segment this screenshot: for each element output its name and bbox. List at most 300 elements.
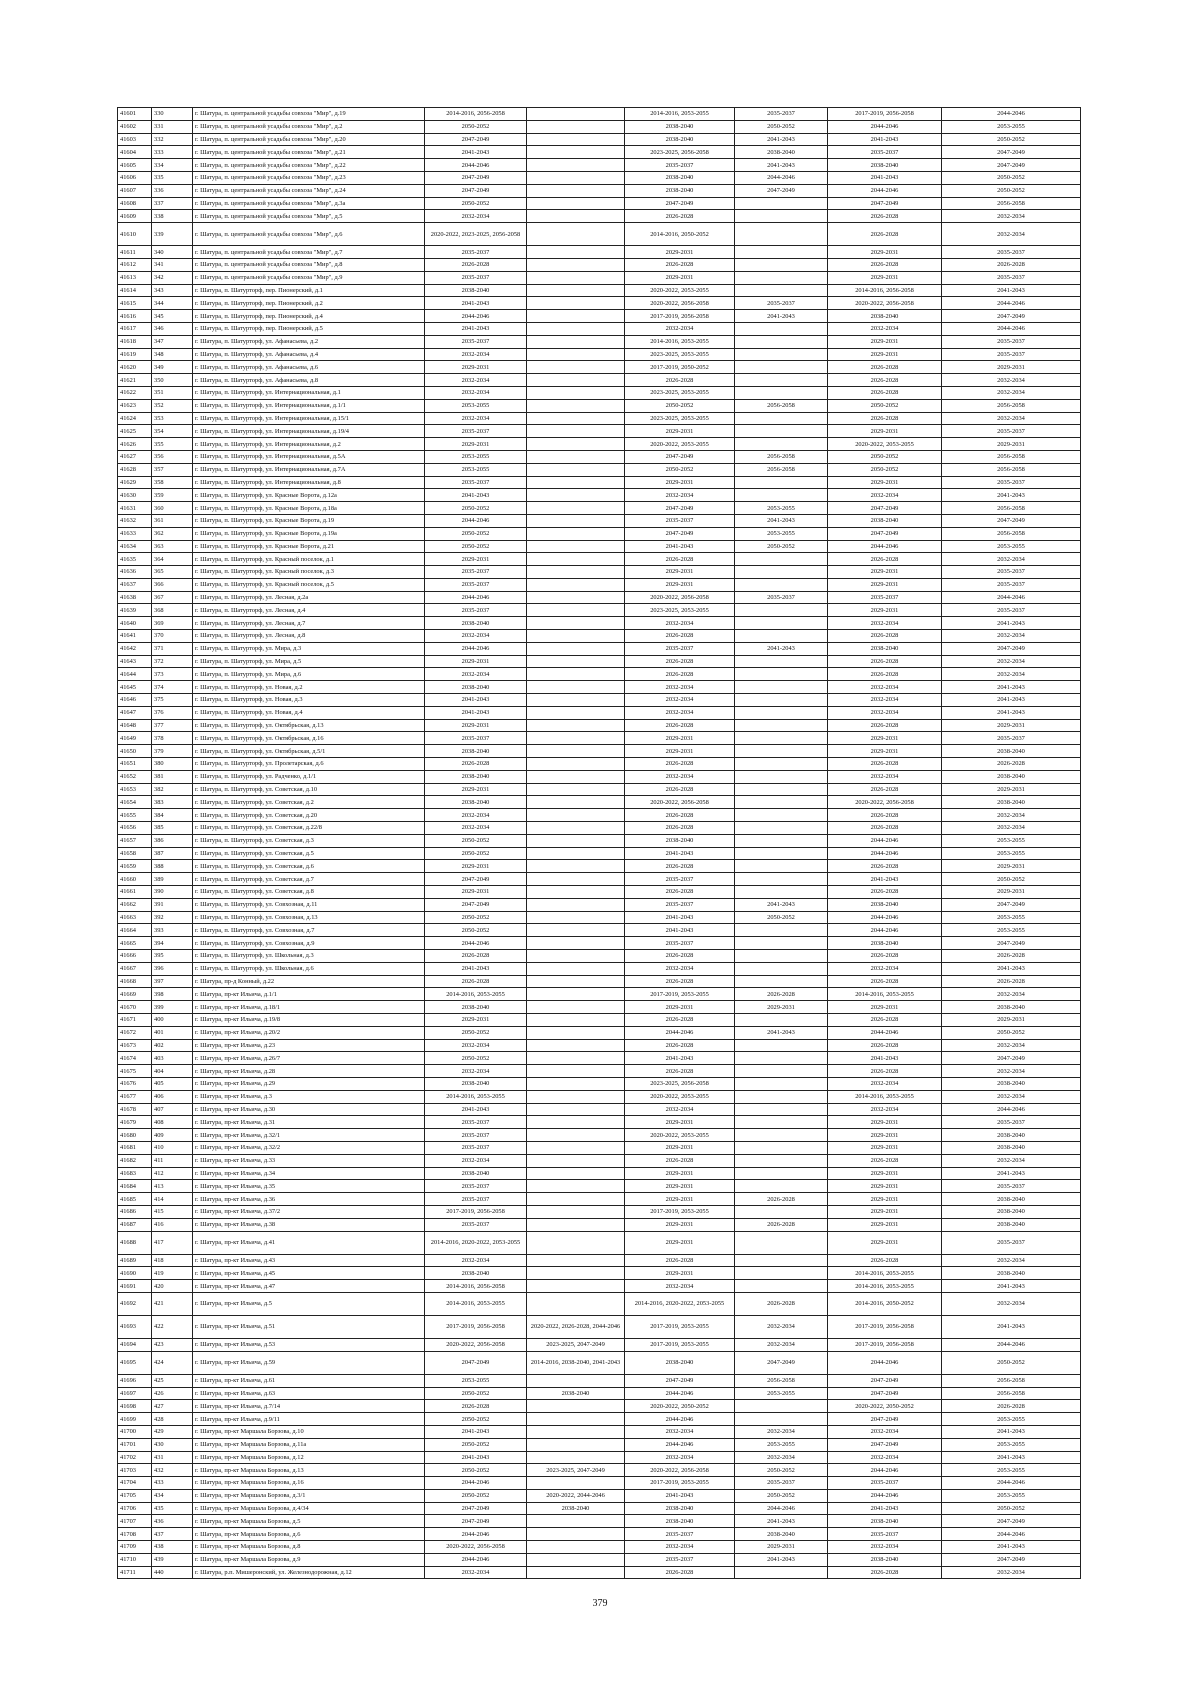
cell-p2 — [527, 796, 625, 809]
cell-p2 — [527, 514, 625, 527]
table-row — [118, 476, 1081, 489]
cell-id: 41703 — [118, 1464, 152, 1477]
cell-p5: 2029-2031 — [828, 1167, 942, 1180]
cell-p5: 2032-2034 — [828, 681, 942, 694]
cell-p1: 2017-2019, 2056-2058 — [425, 1315, 527, 1338]
cell-address: г. Шатура, п. Шатурторф, ул. Красные Ворота, д.21 — [193, 540, 425, 553]
cell-p1: 2035-2037 — [425, 476, 527, 489]
cell-id: 41614 — [118, 284, 152, 297]
cell-p2 — [527, 591, 625, 604]
cell-id: 41627 — [118, 450, 152, 463]
table-row — [118, 822, 1081, 835]
cell-p1: 2032-2034 — [425, 668, 527, 681]
cell-p1: 2038-2040 — [425, 745, 527, 758]
cell-p4 — [735, 1205, 828, 1218]
cell-no: 434 — [152, 1489, 193, 1502]
cell-address: г. Шатура, пр-кт Маршала Борзова, д.4/34 — [193, 1502, 425, 1515]
table-row — [118, 1400, 1081, 1413]
cell-id: 41643 — [118, 655, 152, 668]
cell-p3: 2020-2022, 2056-2058 — [625, 796, 735, 809]
cell-id: 41680 — [118, 1129, 152, 1142]
cell-id: 41670 — [118, 1001, 152, 1014]
cell-p1: 2050-2052 — [425, 197, 527, 210]
cell-address: г. Шатура, п. Шатурторф, ул. Совхозная, д.7 — [193, 924, 425, 937]
cell-address: г. Шатура, п. Шатурторф, ул. Советская, д.22/8 — [193, 822, 425, 835]
cell-address: г. Шатура, п. центральной усадьбы совхоза "Мир", д.3а — [193, 197, 425, 210]
cell-p6: 2035-2037 — [942, 348, 1081, 361]
cell-id: 41686 — [118, 1205, 152, 1218]
cell-p2 — [527, 1553, 625, 1566]
cell-no: 333 — [152, 146, 193, 159]
table-row — [118, 1315, 1081, 1338]
cell-p1: 2014-2016, 2020-2022, 2053-2055 — [425, 1231, 527, 1254]
cell-p6: 2038-2040 — [942, 1205, 1081, 1218]
cell-p4: 2032-2034 — [735, 1315, 828, 1338]
cell-p6: 2053-2055 — [942, 834, 1081, 847]
cell-p1: 2050-2052 — [425, 847, 527, 860]
cell-p6: 2050-2052 — [942, 133, 1081, 146]
cell-p2 — [527, 732, 625, 745]
cell-p4: 2053-2055 — [735, 502, 828, 515]
cell-p3: 2026-2028 — [625, 1154, 735, 1167]
cell-p2 — [527, 1413, 625, 1426]
cell-address: г. Шатура, п. Шатурторф, ул. Октябрьская, д.13 — [193, 719, 425, 732]
cell-p4 — [735, 246, 828, 259]
cell-id: 41697 — [118, 1387, 152, 1400]
cell-p3: 2029-2031 — [625, 1001, 735, 1014]
cell-id: 41657 — [118, 834, 152, 847]
cell-p6: 2056-2058 — [942, 197, 1081, 210]
cell-address: г. Шатура, п. Шатурторф, ул. Советская, д.8 — [193, 886, 425, 899]
cell-p6: 2038-2040 — [942, 796, 1081, 809]
cell-p2 — [527, 502, 625, 515]
cell-p3: 2032-2034 — [625, 706, 735, 719]
cell-p5: 2047-2049 — [828, 1374, 942, 1387]
cell-p1: 2044-2046 — [425, 514, 527, 527]
cell-p4 — [735, 361, 828, 374]
cell-no: 432 — [152, 1464, 193, 1477]
cell-p2: 2038-2040 — [527, 1387, 625, 1400]
cell-p5: 2026-2028 — [828, 809, 942, 822]
cell-p1: 2050-2052 — [425, 924, 527, 937]
cell-p4 — [735, 962, 828, 975]
cell-p5: 2026-2028 — [828, 655, 942, 668]
cell-p5: 2026-2028 — [828, 975, 942, 988]
cell-p2 — [527, 1438, 625, 1451]
cell-p2: 2020-2022, 2026-2028, 2044-2046 — [527, 1315, 625, 1338]
cell-p1: 2032-2034 — [425, 1254, 527, 1267]
cell-p3: 2026-2028 — [625, 553, 735, 566]
cell-p6: 2032-2034 — [942, 1254, 1081, 1267]
cell-p3: 2023-2025, 2056-2058 — [625, 146, 735, 159]
cell-p5: 2047-2049 — [828, 502, 942, 515]
cell-p4 — [735, 617, 828, 630]
table-row — [118, 374, 1081, 387]
cell-p3: 2032-2034 — [625, 1280, 735, 1293]
cell-p5: 2041-2043 — [828, 1502, 942, 1515]
cell-id: 41632 — [118, 514, 152, 527]
cell-p2 — [527, 822, 625, 835]
cell-p2 — [527, 1103, 625, 1116]
table-row — [118, 1167, 1081, 1180]
cell-p5: 2047-2049 — [828, 197, 942, 210]
cell-p1: 2047-2049 — [425, 898, 527, 911]
cell-p3: 2029-2031 — [625, 476, 735, 489]
cell-p2 — [527, 1280, 625, 1293]
cell-p2 — [527, 937, 625, 950]
cell-no: 393 — [152, 924, 193, 937]
cell-p4 — [735, 566, 828, 579]
cell-address: г. Шатура, п. Шатурторф, ул. Афанасьева, д.2 — [193, 335, 425, 348]
cell-address: г. Шатура, п. Шатурторф, пер. Пионерский, д.4 — [193, 310, 425, 323]
cell-p6: 2032-2034 — [942, 1292, 1081, 1315]
cell-id: 41622 — [118, 386, 152, 399]
cell-p4 — [735, 783, 828, 796]
cell-p1: 2038-2040 — [425, 617, 527, 630]
cell-p1: 2050-2052 — [425, 1052, 527, 1065]
cell-p6: 2035-2037 — [942, 476, 1081, 489]
cell-p5: 2014-2016, 2056-2058 — [828, 284, 942, 297]
cell-p3: 2047-2049 — [625, 1374, 735, 1387]
table-row — [118, 860, 1081, 873]
cell-id: 41603 — [118, 133, 152, 146]
table-row — [118, 1116, 1081, 1129]
cell-address: г. Шатура, пр-кт Ильича, д.53 — [193, 1338, 425, 1351]
cell-address: г. Шатура, пр-кт Маршала Борзова, д.5 — [193, 1515, 425, 1528]
cell-p6: 2032-2034 — [942, 1065, 1081, 1078]
cell-id: 41612 — [118, 258, 152, 271]
cell-p2 — [527, 197, 625, 210]
cell-p1: 2032-2034 — [425, 412, 527, 425]
cell-address: г. Шатура, п. Шатурторф, ул. Интернациональная, д.5А — [193, 450, 425, 463]
table-row — [118, 284, 1081, 297]
table-row — [118, 911, 1081, 924]
cell-p5: 2032-2034 — [828, 706, 942, 719]
cell-address: г. Шатура, пр-кт Ильича, д.51 — [193, 1315, 425, 1338]
cell-id: 41648 — [118, 719, 152, 732]
cell-p4 — [735, 1231, 828, 1254]
cell-no: 409 — [152, 1129, 193, 1142]
cell-id: 41666 — [118, 950, 152, 963]
cell-p1: 2035-2037 — [425, 1180, 527, 1193]
cell-no: 423 — [152, 1338, 193, 1351]
cell-id: 41689 — [118, 1254, 152, 1267]
cell-id: 41673 — [118, 1039, 152, 1052]
cell-p4 — [735, 223, 828, 246]
cell-p5: 2029-2031 — [828, 604, 942, 617]
cell-address: г. Шатура, пр-кт Маршала Борзова, д.13 — [193, 1464, 425, 1477]
cell-address: г. Шатура, п. Шатурторф, ул. Афанасьева, д.4 — [193, 348, 425, 361]
table-row — [118, 335, 1081, 348]
cell-id: 41615 — [118, 297, 152, 310]
cell-p1: 2029-2031 — [425, 655, 527, 668]
cell-no: 351 — [152, 386, 193, 399]
cell-p3: 2026-2028 — [625, 258, 735, 271]
cell-p5: 2032-2034 — [828, 1425, 942, 1438]
cell-p6: 2056-2058 — [942, 399, 1081, 412]
cell-address: г. Шатура, п. центральной усадьбы совхоза "Мир", д.21 — [193, 146, 425, 159]
table-row — [118, 719, 1081, 732]
cell-no: 407 — [152, 1103, 193, 1116]
table-row — [118, 655, 1081, 668]
cell-p2 — [527, 258, 625, 271]
table-row — [118, 210, 1081, 223]
table-row — [118, 642, 1081, 655]
cell-p2 — [527, 1065, 625, 1078]
cell-p2 — [527, 540, 625, 553]
cell-p4: 2041-2043 — [735, 133, 828, 146]
cell-id: 41681 — [118, 1141, 152, 1154]
cell-p5: 2044-2046 — [828, 184, 942, 197]
cell-p5: 2029-2031 — [828, 1218, 942, 1231]
cell-p5: 2014-2016, 2053-2055 — [828, 1267, 942, 1280]
cell-p2 — [527, 809, 625, 822]
cell-id: 41693 — [118, 1315, 152, 1338]
table-row — [118, 1566, 1081, 1579]
table-row — [118, 1013, 1081, 1026]
table-row — [118, 159, 1081, 172]
cell-p6: 2029-2031 — [942, 719, 1081, 732]
cell-no: 341 — [152, 258, 193, 271]
cell-p5: 2044-2046 — [828, 540, 942, 553]
table-row — [118, 1425, 1081, 1438]
cell-p6: 2047-2049 — [942, 310, 1081, 323]
cell-p6: 2026-2028 — [942, 258, 1081, 271]
cell-p4 — [735, 745, 828, 758]
cell-address: г. Шатура, п. Шатурторф, ул. Интернациональная, д.2 — [193, 438, 425, 451]
cell-p1: 2032-2034 — [425, 348, 527, 361]
cell-p3: 2035-2037 — [625, 898, 735, 911]
cell-p5: 2038-2040 — [828, 159, 942, 172]
table-row — [118, 171, 1081, 184]
cell-id: 41674 — [118, 1052, 152, 1065]
cell-p1: 2017-2019, 2056-2058 — [425, 1205, 527, 1218]
table-row — [118, 783, 1081, 796]
table-row — [118, 1077, 1081, 1090]
cell-address: г. Шатура, п. центральной усадьбы совхоза "Мир", д.8 — [193, 258, 425, 271]
cell-p3: 2029-2031 — [625, 1141, 735, 1154]
cell-p2 — [527, 425, 625, 438]
cell-p1: 2038-2040 — [425, 681, 527, 694]
cell-p2 — [527, 578, 625, 591]
table-row — [118, 898, 1081, 911]
cell-id: 41602 — [118, 120, 152, 133]
cell-p4 — [735, 1180, 828, 1193]
cell-p3: 2026-2028 — [625, 758, 735, 771]
cell-p2 — [527, 758, 625, 771]
cell-address: г. Шатура, п. Шатурторф, ул. Интернациональная, д.8 — [193, 476, 425, 489]
cell-p5: 2035-2037 — [828, 146, 942, 159]
cell-p4 — [735, 1167, 828, 1180]
cell-address: г. Шатура, п. Шатурторф, ул. Советская, д.10 — [193, 783, 425, 796]
cell-p4: 2035-2037 — [735, 297, 828, 310]
cell-p5: 2032-2034 — [828, 322, 942, 335]
cell-p2 — [527, 120, 625, 133]
cell-p5: 2026-2028 — [828, 860, 942, 873]
cell-address: г. Шатура, п. Шатурторф, ул. Новая, д.3 — [193, 694, 425, 707]
cell-address: г. Шатура, п. Шатурторф, ул. Совхозная, д.13 — [193, 911, 425, 924]
table-row — [118, 796, 1081, 809]
cell-p2 — [527, 450, 625, 463]
cell-no: 343 — [152, 284, 193, 297]
cell-no: 391 — [152, 898, 193, 911]
cell-address: г. Шатура, пр-кт Маршала Борзова, д.10 — [193, 1425, 425, 1438]
cell-p6: 2047-2049 — [942, 642, 1081, 655]
cell-id: 41634 — [118, 540, 152, 553]
table-row — [118, 1541, 1081, 1554]
cell-no: 373 — [152, 668, 193, 681]
cell-p2 — [527, 1116, 625, 1129]
table-row — [118, 1231, 1081, 1254]
cell-p1: 2032-2034 — [425, 1039, 527, 1052]
cell-address: г. Шатура, п. центральной усадьбы совхоза "Мир", д.7 — [193, 246, 425, 259]
cell-p6: 2035-2037 — [942, 1116, 1081, 1129]
cell-address: г. Шатура, п. центральной усадьбы совхоза "Мир", д.6 — [193, 223, 425, 246]
cell-p2 — [527, 1001, 625, 1014]
cell-id: 41684 — [118, 1180, 152, 1193]
cell-p5: 2026-2028 — [828, 783, 942, 796]
cell-p4: 2032-2034 — [735, 1338, 828, 1351]
table-row — [118, 450, 1081, 463]
cell-p1: 2041-2043 — [425, 146, 527, 159]
cell-address: г. Шатура, пр-кт Ильича, д.37/2 — [193, 1205, 425, 1218]
cell-p4 — [735, 706, 828, 719]
cell-no: 419 — [152, 1267, 193, 1280]
cell-address: г. Шатура, пр-кт Ильича, д.34 — [193, 1167, 425, 1180]
cell-p3: 2026-2028 — [625, 719, 735, 732]
cell-p3: 2029-2031 — [625, 246, 735, 259]
cell-p1: 2035-2037 — [425, 566, 527, 579]
cell-no: 364 — [152, 553, 193, 566]
cell-p3: 2020-2022, 2053-2055 — [625, 1090, 735, 1103]
cell-id: 41654 — [118, 796, 152, 809]
cell-p1: 2044-2046 — [425, 310, 527, 323]
table-row — [118, 184, 1081, 197]
cell-p3: 2020-2022, 2056-2058 — [625, 297, 735, 310]
cell-p6: 2035-2037 — [942, 335, 1081, 348]
cell-p6: 2041-2043 — [942, 681, 1081, 694]
cell-p4 — [735, 796, 828, 809]
cell-p1: 2041-2043 — [425, 322, 527, 335]
cell-p6: 2041-2043 — [942, 1541, 1081, 1554]
cell-p1: 2050-2052 — [425, 834, 527, 847]
cell-p1: 2020-2022, 2056-2058 — [425, 1541, 527, 1554]
cell-p1: 2041-2043 — [425, 1451, 527, 1464]
cell-address: г. Шатура, п. центральной усадьбы совхоза "Мир", д.22 — [193, 159, 425, 172]
cell-p5: 2029-2031 — [828, 1129, 942, 1142]
cell-p1: 2041-2043 — [425, 706, 527, 719]
cell-id: 41610 — [118, 223, 152, 246]
cell-p4 — [735, 1013, 828, 1026]
cell-p6: 2035-2037 — [942, 425, 1081, 438]
cell-no: 402 — [152, 1039, 193, 1052]
cell-p1: 2047-2049 — [425, 1502, 527, 1515]
cell-id: 41668 — [118, 975, 152, 988]
cell-p1: 2035-2037 — [425, 1193, 527, 1206]
cell-p5: 2029-2031 — [828, 566, 942, 579]
cell-p4 — [735, 975, 828, 988]
cell-p4 — [735, 809, 828, 822]
cell-p5: 2026-2028 — [828, 210, 942, 223]
cell-p2 — [527, 184, 625, 197]
cell-p1: 2032-2034 — [425, 374, 527, 387]
table-row — [118, 1553, 1081, 1566]
cell-id: 41605 — [118, 159, 152, 172]
cell-p5: 2029-2031 — [828, 246, 942, 259]
cell-p6: 2035-2037 — [942, 1180, 1081, 1193]
cell-no: 362 — [152, 527, 193, 540]
cell-p3: 2038-2040 — [625, 1515, 735, 1528]
cell-id: 41711 — [118, 1566, 152, 1579]
table-row — [118, 412, 1081, 425]
register-table — [117, 107, 1081, 1579]
cell-id: 41704 — [118, 1477, 152, 1490]
cell-p1: 2050-2052 — [425, 527, 527, 540]
table-row — [118, 489, 1081, 502]
cell-p3: 2035-2037 — [625, 514, 735, 527]
cell-no: 339 — [152, 223, 193, 246]
cell-p1: 2035-2037 — [425, 335, 527, 348]
cell-p3: 2017-2019, 2050-2052 — [625, 361, 735, 374]
cell-p1: 2041-2043 — [425, 1425, 527, 1438]
cell-p2 — [527, 1374, 625, 1387]
cell-p2 — [527, 438, 625, 451]
cell-id: 41641 — [118, 630, 152, 643]
cell-address: г. Шатура, пр-кт Ильича, д.3 — [193, 1090, 425, 1103]
cell-p6: 2032-2034 — [942, 1566, 1081, 1579]
cell-p4 — [735, 1141, 828, 1154]
cell-p2 — [527, 374, 625, 387]
cell-p3: 2032-2034 — [625, 770, 735, 783]
cell-p4: 2041-2043 — [735, 310, 828, 323]
cell-p5: 2017-2019, 2056-2058 — [828, 1338, 942, 1351]
cell-p5: 2029-2031 — [828, 732, 942, 745]
table-row — [118, 1141, 1081, 1154]
cell-p2 — [527, 133, 625, 146]
cell-id: 41687 — [118, 1218, 152, 1231]
cell-no: 367 — [152, 591, 193, 604]
cell-p2 — [527, 706, 625, 719]
cell-address: г. Шатура, п. центральной усадьбы совхоза "Мир", д.9 — [193, 271, 425, 284]
cell-p4 — [735, 668, 828, 681]
cell-p1: 2029-2031 — [425, 553, 527, 566]
cell-p6: 2032-2034 — [942, 1090, 1081, 1103]
cell-p3: 2041-2043 — [625, 540, 735, 553]
cell-p2 — [527, 335, 625, 348]
cell-p3: 2047-2049 — [625, 502, 735, 515]
cell-id: 41661 — [118, 886, 152, 899]
cell-p4: 2035-2037 — [735, 108, 828, 121]
cell-address: г. Шатура, пр-кт Маршала Борзова, д.6 — [193, 1528, 425, 1541]
cell-p5: 2026-2028 — [828, 1065, 942, 1078]
cell-p1: 2026-2028 — [425, 758, 527, 771]
table-row — [118, 1515, 1081, 1528]
cell-p6: 2041-2043 — [942, 1280, 1081, 1293]
table-row — [118, 310, 1081, 323]
cell-p2 — [527, 246, 625, 259]
cell-p5: 2035-2037 — [828, 1477, 942, 1490]
cell-address: г. Шатура, пр-кт Ильича, д.1/1 — [193, 988, 425, 1001]
table-row — [118, 502, 1081, 515]
cell-p5: 2026-2028 — [828, 1566, 942, 1579]
cell-p2 — [527, 642, 625, 655]
cell-p4 — [735, 655, 828, 668]
cell-p6: 2032-2034 — [942, 668, 1081, 681]
cell-p4 — [735, 1566, 828, 1579]
cell-address: г. Шатура, пр-кт Ильича, д.63 — [193, 1387, 425, 1400]
cell-id: 41672 — [118, 1026, 152, 1039]
cell-p3: 2020-2022, 2050-2052 — [625, 1400, 735, 1413]
